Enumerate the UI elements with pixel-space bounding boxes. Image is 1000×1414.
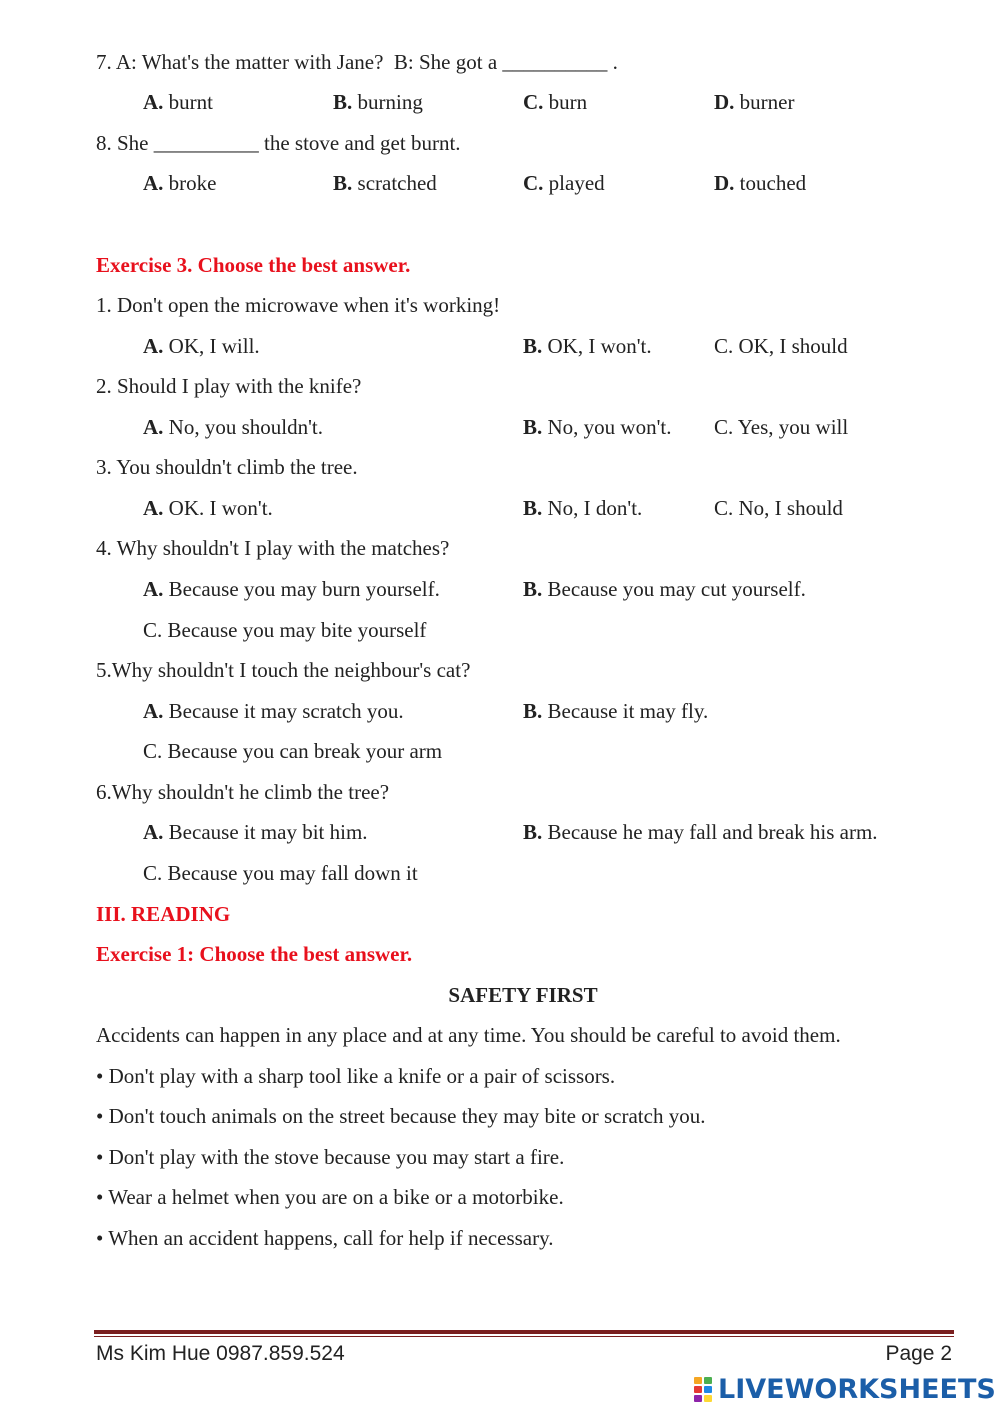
ex3-q1-option-b[interactable] [523, 334, 652, 358]
option-letter: A. [143, 90, 164, 114]
option-text: scratched [352, 171, 437, 195]
option-text: OK, I will. [163, 334, 260, 358]
question-8: 8. She __________ the stove and get burnt. [96, 131, 461, 155]
exercise-3-title: Exercise 3. Choose the best answer. [96, 253, 411, 277]
q7-option-d[interactable] [714, 90, 794, 114]
passage-bullet: • Don't play with the stove because you may start a fire. [96, 1145, 565, 1169]
ex3-question-1: 1. Don't open the microwave when it's working! [96, 293, 501, 317]
option-letter: B. [523, 820, 543, 844]
option-letter: D. [714, 90, 735, 114]
option-text: burn [543, 90, 588, 114]
option-letter: B. [523, 496, 543, 520]
ex3-q3-option-b[interactable] [523, 496, 642, 520]
option-text: OK. I won't. [163, 496, 273, 520]
option-text: No, you shouldn't. [163, 415, 323, 439]
q8-option-d[interactable] [714, 171, 806, 195]
option-letter: A. [143, 171, 164, 195]
option-text: Because you may burn yourself. [163, 577, 440, 601]
option-letter: B. [523, 699, 543, 723]
liveworksheets-logo-icon [694, 1377, 714, 1403]
q7-option-a[interactable] [143, 90, 213, 114]
option-letter: A. [143, 496, 164, 520]
page-number: Page 2 [885, 1342, 952, 1365]
ex3-question-4: 4. Why shouldn't I play with the matches? [96, 536, 450, 560]
option-text: burning [352, 90, 423, 114]
footer-divider-thin [94, 1336, 954, 1337]
passage-bullet: • Don't touch animals on the street because they may bite or scratch you. [96, 1104, 706, 1128]
ex3-question-5: 5.Why shouldn't I touch the neighbour's cat? [96, 658, 471, 682]
option-text: Because it may fly. [542, 699, 709, 723]
ex3-q1-option-c[interactable]: C. OK, I should [714, 334, 848, 358]
ex3-q5-option-b[interactable] [523, 699, 708, 723]
option-letter: A. [143, 820, 164, 844]
ex3-q5-option-c[interactable]: C. Because you can break your arm [143, 739, 443, 763]
reading-heading: III. READING [96, 902, 231, 926]
reading-exercise-1-title: Exercise 1: Choose the best answer. [96, 942, 413, 966]
q8-option-c[interactable] [523, 171, 605, 195]
liveworksheets-brand[interactable] [694, 1376, 996, 1404]
option-letter: A. [143, 334, 164, 358]
ex3-q6-option-c[interactable]: C. Because you may fall down it [143, 861, 418, 885]
option-text: No, I don't. [542, 496, 643, 520]
option-text: played [543, 171, 605, 195]
q7-option-b[interactable] [333, 90, 423, 114]
footer-divider [94, 1330, 954, 1334]
option-letter: C. [523, 90, 544, 114]
ex3-q4-option-b[interactable] [523, 577, 806, 601]
passage-title: SAFETY FIRST [448, 983, 598, 1007]
ex3-q3-option-c[interactable]: C. No, I should [714, 496, 843, 520]
q7-option-c[interactable] [523, 90, 587, 114]
option-letter: D. [714, 171, 735, 195]
option-letter: B. [333, 90, 353, 114]
option-letter: B. [333, 171, 353, 195]
option-letter: B. [523, 415, 543, 439]
option-text: touched [734, 171, 807, 195]
ex3-q2-option-a[interactable] [143, 415, 323, 439]
option-text: broke [163, 171, 217, 195]
ex3-q5-option-a[interactable] [143, 699, 404, 723]
option-text: burnt [163, 90, 213, 114]
passage-bullet: • Wear a helmet when you are on a bike or a motorbike. [96, 1185, 564, 1209]
ex3-q4-option-c[interactable]: C. Because you may bite yourself [143, 618, 427, 642]
ex3-q6-option-a[interactable] [143, 820, 368, 844]
option-text: Because he may fall and break his arm. [542, 820, 878, 844]
passage-intro: Accidents can happen in any place and at any time. You should be careful to avoid them. [96, 1023, 841, 1047]
passage-bullet: • Don't play with a sharp tool like a knife or a pair of scissors. [96, 1064, 616, 1088]
q8-option-b[interactable] [333, 171, 437, 195]
option-text: OK, I won't. [542, 334, 652, 358]
ex3-q6-option-b[interactable] [523, 820, 878, 844]
question-7: 7. A: What's the matter with Jane? B: She got a __________ . [96, 50, 618, 74]
option-letter: A. [143, 415, 164, 439]
option-text: No, you won't. [542, 415, 672, 439]
footer-author: Ms Kim Hue 0987.859.524 [96, 1342, 345, 1365]
brand-name: LIVEWORKSHEETS [718, 1374, 996, 1405]
ex3-q2-option-c[interactable]: C. Yes, you will [714, 415, 849, 439]
q8-option-a[interactable] [143, 171, 217, 195]
option-text: Because it may scratch you. [163, 699, 404, 723]
option-letter: C. [523, 171, 544, 195]
option-text: Because you may cut yourself. [542, 577, 806, 601]
option-letter: A. [143, 699, 164, 723]
option-letter: A. [143, 577, 164, 601]
ex3-q1-option-a[interactable] [143, 334, 260, 358]
ex3-question-2: 2. Should I play with the knife? [96, 374, 362, 398]
ex3-q3-option-a[interactable] [143, 496, 273, 520]
passage-bullet: • When an accident happens, call for help if necessary. [96, 1226, 554, 1250]
option-text: burner [734, 90, 795, 114]
ex3-q2-option-b[interactable] [523, 415, 671, 439]
ex3-question-3: 3. You shouldn't climb the tree. [96, 455, 358, 479]
ex3-q4-option-a[interactable] [143, 577, 440, 601]
option-text: Because it may bit him. [163, 820, 368, 844]
ex3-question-6: 6.Why shouldn't he climb the tree? [96, 780, 390, 804]
option-letter: B. [523, 334, 543, 358]
option-letter: B. [523, 577, 543, 601]
